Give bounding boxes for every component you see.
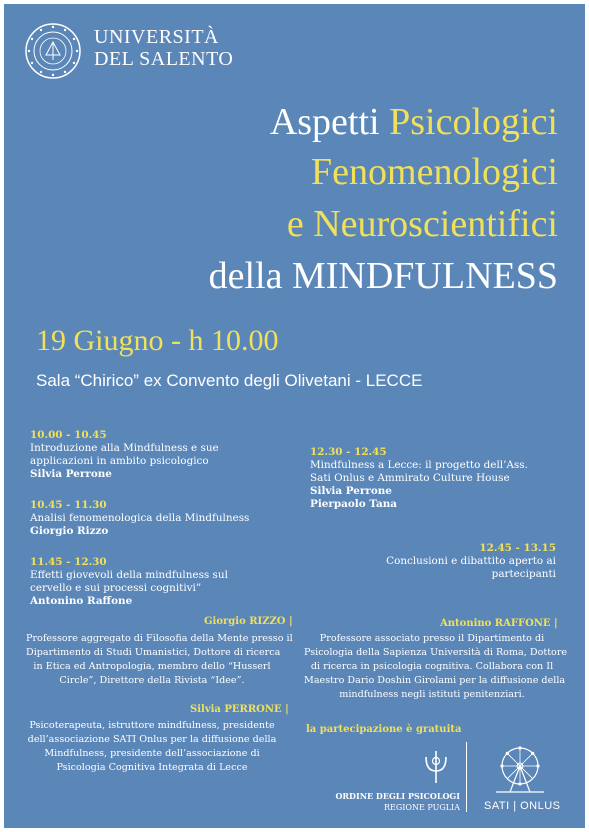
program-speaker: Antonino Raffone [30, 595, 133, 607]
program-time: 10.45 - 11.30 [30, 499, 107, 511]
program-item-3 [30, 556, 228, 608]
bio-heading-rizzo: Giorgio RIZZO | [204, 616, 293, 627]
program-topic-line: Introduzione alla Mindfulness e sue [30, 442, 219, 454]
event-venue: Sala “Chirico” ex Convento degli Olivetani - LECCE [36, 371, 423, 390]
bio-line: dell’associazione SATI Onlus per la diffusione della [27, 734, 277, 745]
bio-heading-perrone: Silvia PERRONE | [190, 704, 289, 715]
program-speaker: Silvia Perrone [310, 485, 392, 497]
bio-line: Dipartimento di Studi Umanistici, Dottore di ricerca [26, 647, 281, 658]
program-item-4 [310, 446, 528, 511]
ferris-wheel-icon [490, 744, 550, 794]
university-name-line1: UNIVERSITÀ [94, 26, 219, 48]
program-time: 11.45 - 12.30 [30, 556, 107, 568]
program-item-1 [30, 429, 219, 481]
program-topic-line: cervello e sui processi cognitivi” [30, 582, 202, 594]
program-speaker: Giorgio Rizzo [30, 525, 109, 537]
program-item-5 [364, 542, 556, 581]
ordine-psicologi [324, 790, 460, 814]
program-topic-line: Effetti giovevoli della mindfulness sul [30, 569, 228, 581]
program-topic-line: Conclusioni e dibattito aperto ai [386, 555, 556, 567]
bio-line: di ricerca in psicologia cognitiva. Collabora con Il [310, 661, 554, 672]
program-topic-line: Mindfulness a Lecce: il progetto dell’Ass. [310, 459, 528, 471]
bio-raffone [304, 632, 568, 702]
program-speaker: Silvia Perrone [30, 468, 112, 480]
bio-line: in Etica ed Antropologia, membro dello “Husserl [33, 661, 271, 672]
program-topic-line: Sati Onlus e Ammirato Culture House [310, 472, 510, 484]
bio-line: Professore associato presso il Dipartimento di [319, 633, 545, 644]
program-time: 12.45 - 13.15 [479, 542, 556, 554]
bio-line: Mindfulness, presidente dell’associazione di [44, 748, 260, 759]
bio-line: Circle”, Direttore della Rivista “Idee”. [59, 675, 245, 686]
psi-logo-icon [422, 749, 450, 785]
bio-perrone [26, 719, 278, 775]
program-time: 10.00 - 10.45 [30, 429, 107, 441]
title-line-2: Fenomenologici [311, 151, 558, 193]
bio-line: Professore aggregato di Filosofia della Mente presso il [26, 633, 293, 644]
event-date: 19 Giugno - h 10.00 [36, 324, 279, 357]
ordine-line2: REGIONE PUGLIA [384, 803, 460, 812]
ordine-line1: ORDINE DEGLI PSICOLOGI [335, 791, 460, 801]
title-line-1 [4, 102, 558, 142]
program-topic-line: applicazioni in ambito psicologico [30, 455, 209, 467]
sponsor-divider [466, 742, 467, 812]
free-entry-note: la partecipazione è gratuita [306, 724, 462, 735]
program-topic-line: partecipanti [491, 568, 556, 580]
bio-line: Psicoterapeuta, istruttore mindfulness, presidente [29, 720, 275, 731]
title-line-4: della MINDFULNESS [208, 255, 558, 297]
event-poster [4, 4, 585, 828]
bio-line: mindfulness negli istituti penitenziari. [339, 689, 525, 700]
bio-line: Psicologia Cognitiva Integrata di Lecce [56, 762, 248, 773]
program-speaker: Pierpaolo Tana [310, 498, 398, 510]
program-topic-line: Analisi fenomenologica della Mindfulness [30, 512, 250, 524]
university-name [94, 26, 233, 70]
bio-line: Maestro Dario Doshin Girolami per la diffusione della [304, 675, 566, 686]
university-seal-icon [24, 22, 82, 80]
sati-onlus-label: SATI | ONLUS [484, 800, 561, 812]
bio-line: Psicologia della Sapienza Università di Roma, Dottore [304, 647, 568, 658]
bio-heading-raffone: Antonino RAFFONE | [440, 618, 558, 629]
program-time: 12.30 - 12.45 [310, 446, 387, 458]
bio-rizzo [26, 632, 293, 688]
title-line-1b: Psicologici [389, 101, 558, 143]
university-name-line2: DEL SALENTO [94, 48, 234, 70]
title-line-1a: Aspetti [269, 101, 390, 143]
title-line-3: e Neuroscientifici [286, 203, 558, 245]
program-item-2 [30, 499, 249, 538]
